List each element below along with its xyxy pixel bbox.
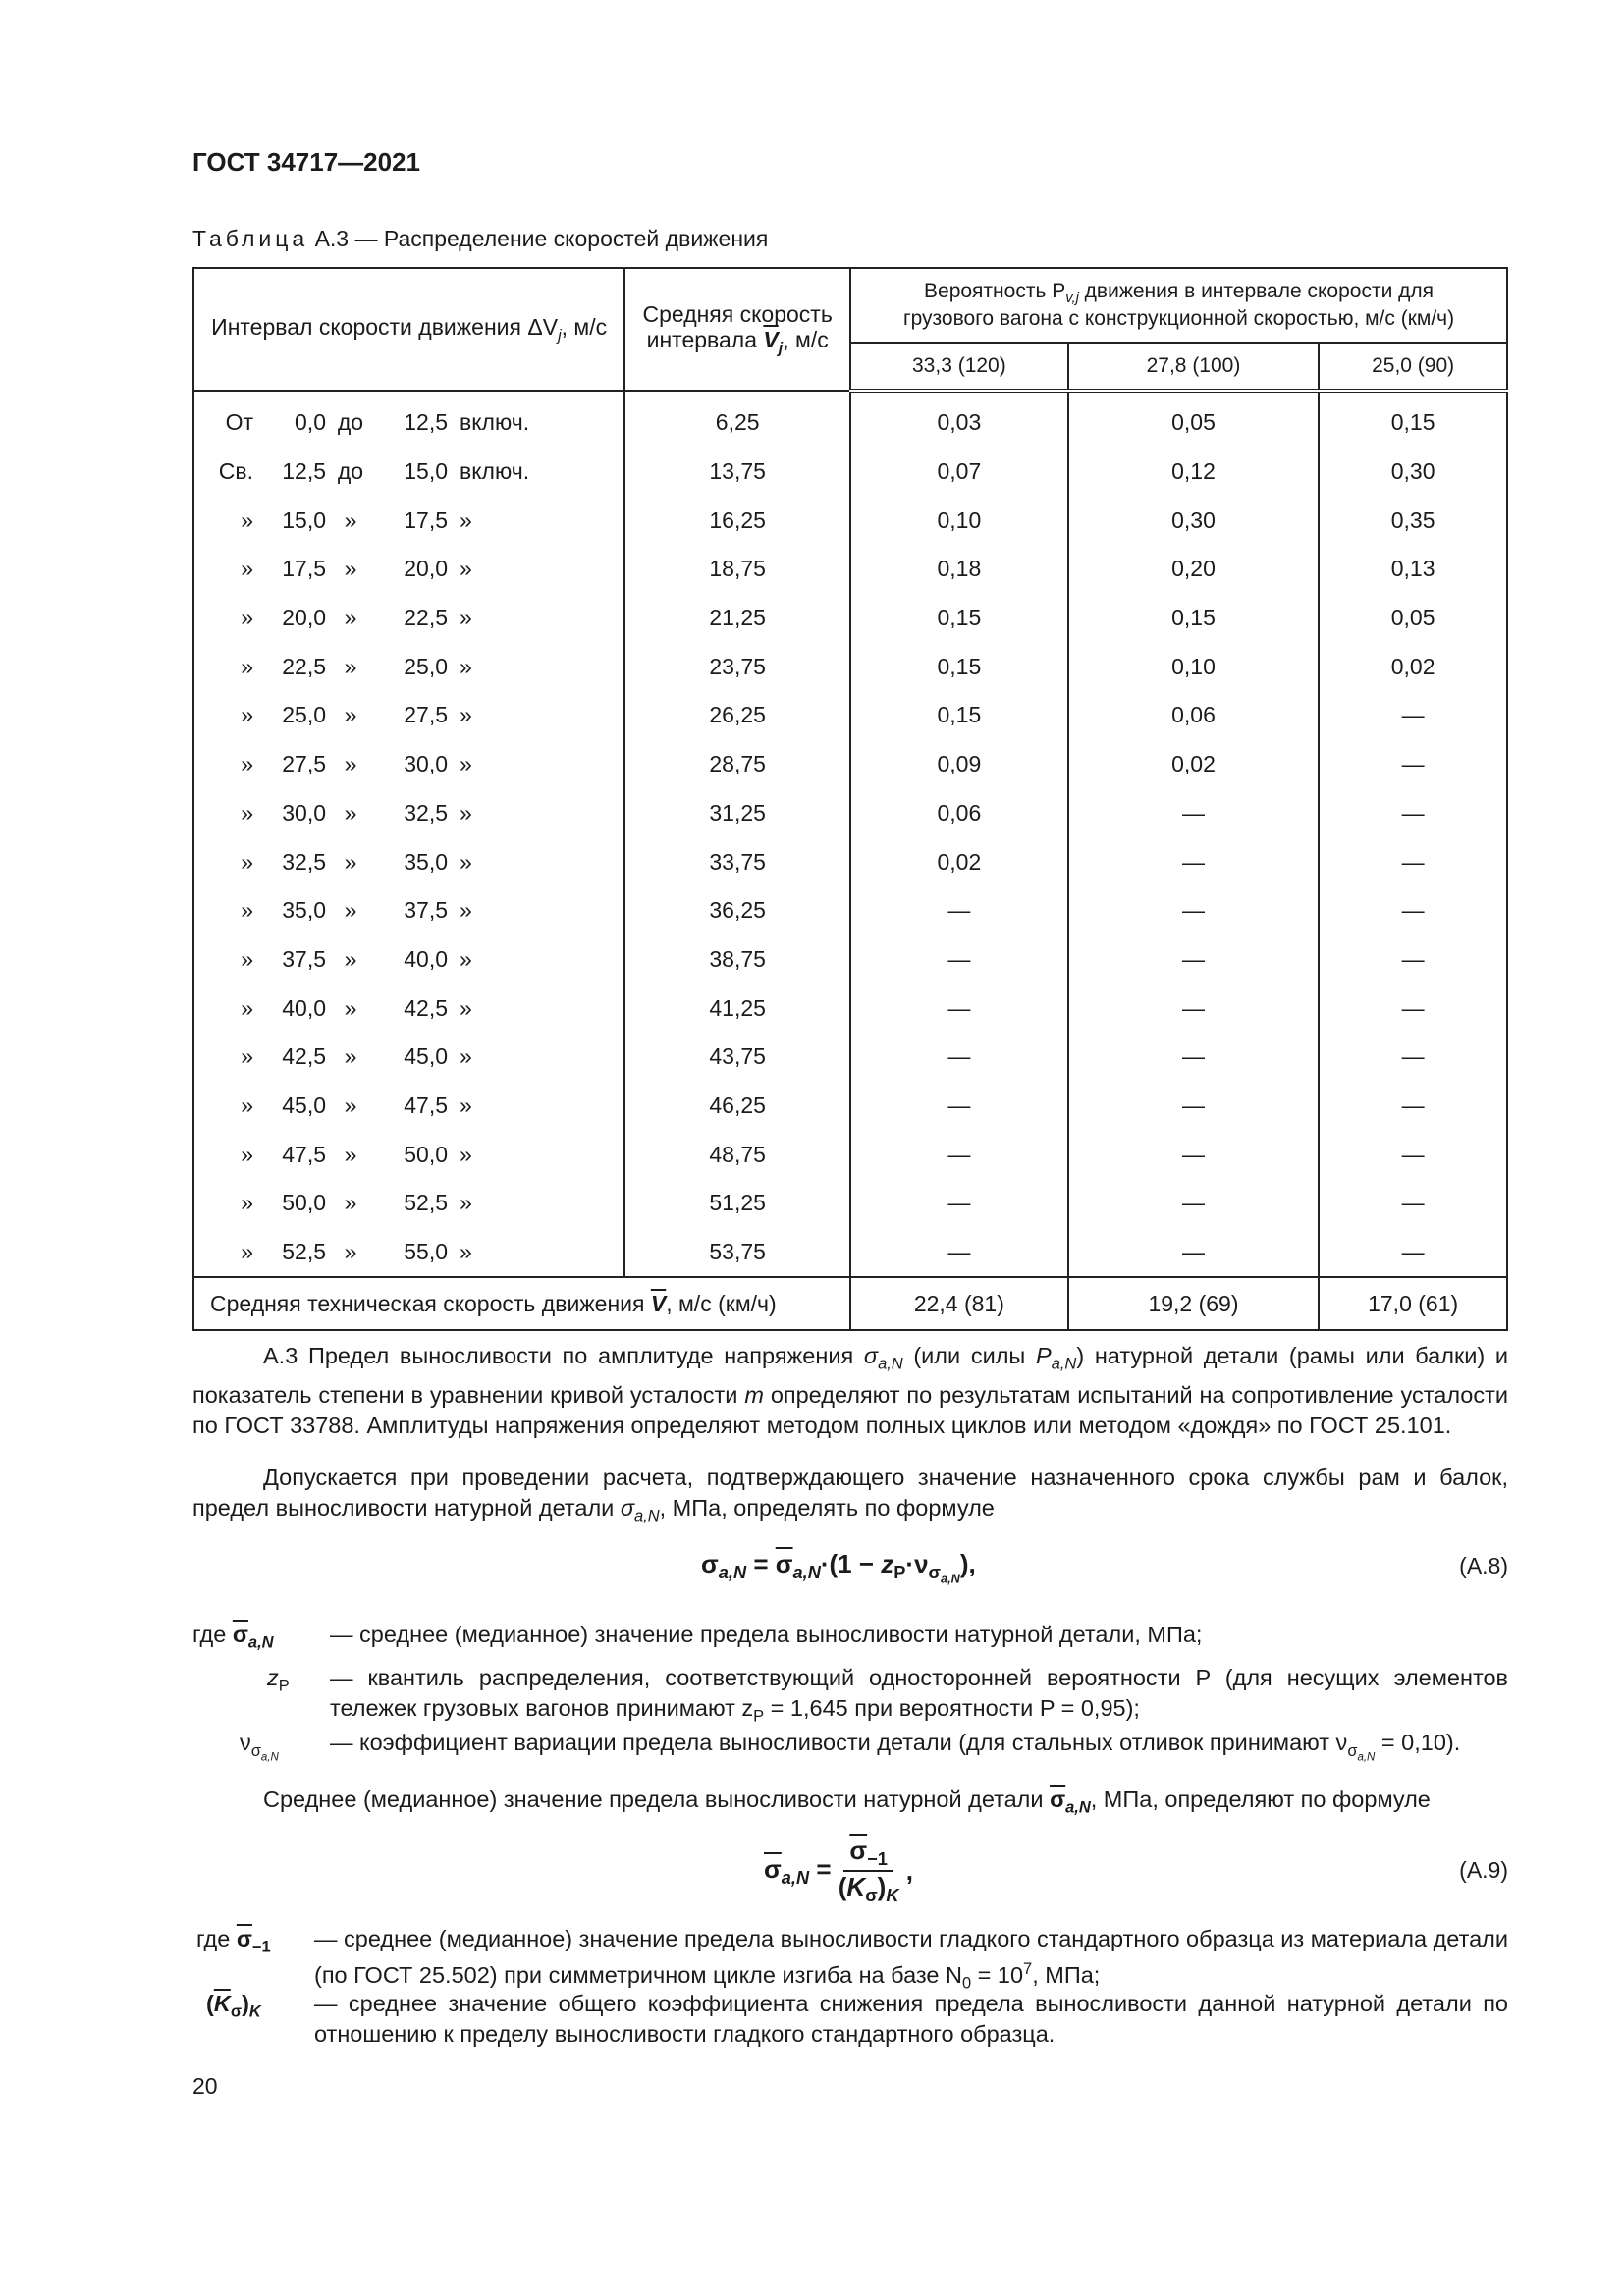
prob-90-cell: — xyxy=(1319,1179,1507,1228)
interval-cell: » 15,0 » 17,5 » xyxy=(193,496,624,545)
interval-cell: » 47,5 » 50,0 » xyxy=(193,1130,624,1179)
interval-cell: » 25,0 » 27,5 » xyxy=(193,691,624,740)
formula-a8: $\sigma_{a,N} = \overline{\sigma}_{a,N}\cdot(1 - z_P\cdot\nu_{\sigma_{a,N}})$, xyxy=(701,1549,976,1586)
mean-speed-cell: 51,25 xyxy=(624,1179,850,1228)
prob-90-cell: — xyxy=(1319,837,1507,886)
interval-cell: » 17,5 » 20,0 » xyxy=(193,545,624,594)
prob-120-cell: 0,07 xyxy=(850,448,1068,497)
paragraph-mean-value: Среднее (медианное) значение предела выносливости натурной детали $\overline{\sigma}_{a,N}$, МПа, определяют по формуле xyxy=(263,1787,1431,1817)
table-row xyxy=(193,496,1507,545)
interval-cell: » 30,0 » 32,5 » xyxy=(193,789,624,838)
mean-speed-cell: 16,25 xyxy=(624,496,850,545)
interval-cell: » 20,0 » 22,5 » xyxy=(193,594,624,643)
mean-speed-cell: 28,75 xyxy=(624,740,850,789)
prob-100-cell: — xyxy=(1068,1179,1320,1228)
header-interval: Интервал скорости движения $\Delta V_j$, м/с xyxy=(193,268,624,391)
table-row xyxy=(193,935,1507,985)
prob-100-cell: — xyxy=(1068,886,1320,935)
mean-speed-cell: 38,75 xyxy=(624,935,850,985)
prob-120-cell: — xyxy=(850,935,1068,985)
table-row xyxy=(193,1179,1507,1228)
prob-90-cell: 0,15 xyxy=(1319,391,1507,448)
table-caption-prefix: Таблица xyxy=(192,226,309,251)
table-row xyxy=(193,789,1507,838)
footer-value-90: 17,0 (61) xyxy=(1319,1277,1507,1330)
prob-100-cell: — xyxy=(1068,1082,1320,1131)
table-row xyxy=(193,740,1507,789)
mean-speed-cell: 31,25 xyxy=(624,789,850,838)
interval-cell: » 52,5 » 55,0 » xyxy=(193,1228,624,1278)
prob-90-cell: — xyxy=(1319,1033,1507,1082)
header-speed-120: 33,3 (120) xyxy=(850,343,1068,391)
prob-120-cell: — xyxy=(850,1033,1068,1082)
prob-100-cell: 0,20 xyxy=(1068,545,1320,594)
prob-100-cell: — xyxy=(1068,984,1320,1033)
table-row xyxy=(193,642,1507,691)
footer-value-100: 19,2 (69) xyxy=(1068,1277,1320,1330)
mean-speed-cell: 53,75 xyxy=(624,1228,850,1278)
mean-speed-cell: 48,75 xyxy=(624,1130,850,1179)
prob-100-cell: 0,10 xyxy=(1068,642,1320,691)
mean-speed-cell: 46,25 xyxy=(624,1082,850,1131)
prob-100-cell: 0,12 xyxy=(1068,448,1320,497)
prob-90-cell: — xyxy=(1319,1130,1507,1179)
equation-number-a9: (А.9) xyxy=(1459,1857,1508,1883)
prob-90-cell: — xyxy=(1319,1082,1507,1131)
interval-cell: » 42,5 » 45,0 » xyxy=(193,1033,624,1082)
prob-120-cell: 0,03 xyxy=(850,391,1068,448)
table-caption-text: А.3 — Распределение скоростей движения xyxy=(314,226,769,251)
speed-distribution-table xyxy=(192,267,1508,1331)
table-row xyxy=(193,1033,1507,1082)
mean-speed-cell: 43,75 xyxy=(624,1033,850,1082)
prob-100-cell: 0,05 xyxy=(1068,391,1320,448)
paragraph-a3: А.3 Предел выносливости по амплитуде напряжения $\sigma_{a,N}$ (или силы $P_{a,N}$) натурной детали (рамы или балки) и показатель степени в уравнении кривой усталости m определяют по результатам испытаний на сопротивление усталости по ГОСТ 33788. Амплитуды напряжения определяют методом полных циклов или методом «дождя» по ГОСТ 25.101. xyxy=(192,1343,1509,1438)
table-row xyxy=(193,545,1507,594)
page-number: 20 xyxy=(192,2073,218,2099)
prob-120-cell: 0,18 xyxy=(850,545,1068,594)
prob-120-cell: — xyxy=(850,886,1068,935)
mean-speed-cell: 23,75 xyxy=(624,642,850,691)
prob-120-cell: — xyxy=(850,1179,1068,1228)
interval-cell: » 32,5 » 35,0 » xyxy=(193,837,624,886)
mean-speed-cell: 33,75 xyxy=(624,837,850,886)
equation-number-a8: (А.8) xyxy=(1459,1553,1508,1578)
table-row xyxy=(193,594,1507,643)
prob-120-cell: — xyxy=(850,1130,1068,1179)
prob-90-cell: — xyxy=(1319,740,1507,789)
standard-title: ГОСТ 34717—2021 xyxy=(192,147,420,177)
interval-cell: » 50,0 » 52,5 » xyxy=(193,1179,624,1228)
prob-100-cell: — xyxy=(1068,1228,1320,1278)
prob-120-cell: 0,15 xyxy=(850,691,1068,740)
interval-cell: » 22,5 » 25,0 » xyxy=(193,642,624,691)
prob-90-cell: — xyxy=(1319,886,1507,935)
prob-100-cell: 0,02 xyxy=(1068,740,1320,789)
mean-speed-cell: 21,25 xyxy=(624,594,850,643)
prob-120-cell: — xyxy=(850,1228,1068,1278)
prob-90-cell: — xyxy=(1319,691,1507,740)
prob-100-cell: — xyxy=(1068,935,1320,985)
header-speed-100: 27,8 (100) xyxy=(1068,343,1320,391)
table-body xyxy=(193,391,1507,1277)
prob-100-cell: — xyxy=(1068,789,1320,838)
mean-speed-cell: 26,25 xyxy=(624,691,850,740)
prob-90-cell: 0,05 xyxy=(1319,594,1507,643)
table-caption xyxy=(192,226,768,252)
prob-100-cell: — xyxy=(1068,1130,1320,1179)
prob-90-cell: 0,30 xyxy=(1319,448,1507,497)
prob-120-cell: 0,15 xyxy=(850,594,1068,643)
prob-100-cell: 0,30 xyxy=(1068,496,1320,545)
footer-label: Средняя техническая скорость движения $\overline{V}$, м/с (км/ч) xyxy=(193,1277,850,1330)
table-row xyxy=(193,1082,1507,1131)
table-row xyxy=(193,984,1507,1033)
table-row xyxy=(193,1130,1507,1179)
prob-100-cell: 0,06 xyxy=(1068,691,1320,740)
interval-cell: » 37,5 » 40,0 » xyxy=(193,935,624,985)
prob-120-cell: — xyxy=(850,1082,1068,1131)
prob-90-cell: — xyxy=(1319,789,1507,838)
mean-speed-cell: 41,25 xyxy=(624,984,850,1033)
formula-a9: $\overline{\sigma}_{a,N}$ = $\frac{\overline{\sigma}_{-1}}{(\overline{K}_\sigma)_K}$ , xyxy=(764,1836,913,1906)
prob-90-cell: 0,13 xyxy=(1319,545,1507,594)
interval-cell: Св. 12,5 до 15,0 включ. xyxy=(193,448,624,497)
table-row xyxy=(193,837,1507,886)
prob-90-cell: 0,02 xyxy=(1319,642,1507,691)
interval-cell: » 45,0 » 47,5 » xyxy=(193,1082,624,1131)
mean-speed-cell: 18,75 xyxy=(624,545,850,594)
prob-90-cell: — xyxy=(1319,984,1507,1033)
interval-cell: » 40,0 » 42,5 » xyxy=(193,984,624,1033)
header-speed-90: 25,0 (90) xyxy=(1319,343,1507,391)
prob-120-cell: 0,15 xyxy=(850,642,1068,691)
prob-90-cell: 0,35 xyxy=(1319,496,1507,545)
header-mean-speed: Средняя скорость интервала $\overline{V}_j$, м/с xyxy=(624,268,850,391)
prob-90-cell: — xyxy=(1319,935,1507,985)
prob-120-cell: 0,02 xyxy=(850,837,1068,886)
paragraph-allowed: Допускается при проведении расчета, подтверждающего значение назначенного срока службы рам и балок, предел выносливости натурной детали $\sigma_{a,N}$, МПа, определять по формуле xyxy=(192,1465,1508,1525)
mean-speed-cell: 13,75 xyxy=(624,448,850,497)
prob-120-cell: — xyxy=(850,984,1068,1033)
interval-cell: От 0,0 до 12,5 включ. xyxy=(193,391,624,448)
prob-90-cell: — xyxy=(1319,1228,1507,1278)
table-row xyxy=(193,448,1507,497)
prob-120-cell: 0,10 xyxy=(850,496,1068,545)
prob-100-cell: — xyxy=(1068,837,1320,886)
table-row xyxy=(193,1228,1507,1278)
prob-120-cell: 0,06 xyxy=(850,789,1068,838)
interval-cell: » 35,0 » 37,5 » xyxy=(193,886,624,935)
mean-speed-cell: 36,25 xyxy=(624,886,850,935)
interval-cell: » 27,5 » 30,0 » xyxy=(193,740,624,789)
mean-speed-cell: 6,25 xyxy=(624,391,850,448)
table-row xyxy=(193,391,1507,448)
table-row xyxy=(193,691,1507,740)
prob-100-cell: 0,15 xyxy=(1068,594,1320,643)
footer-value-120: 22,4 (81) xyxy=(850,1277,1068,1330)
prob-120-cell: 0,09 xyxy=(850,740,1068,789)
prob-100-cell: — xyxy=(1068,1033,1320,1082)
table-row xyxy=(193,886,1507,935)
header-probability: Вероятность $P_{v,j}$ движения в интервале скорости для грузового вагона с конструкционной скоростью, м/с (км/ч) xyxy=(850,268,1507,343)
